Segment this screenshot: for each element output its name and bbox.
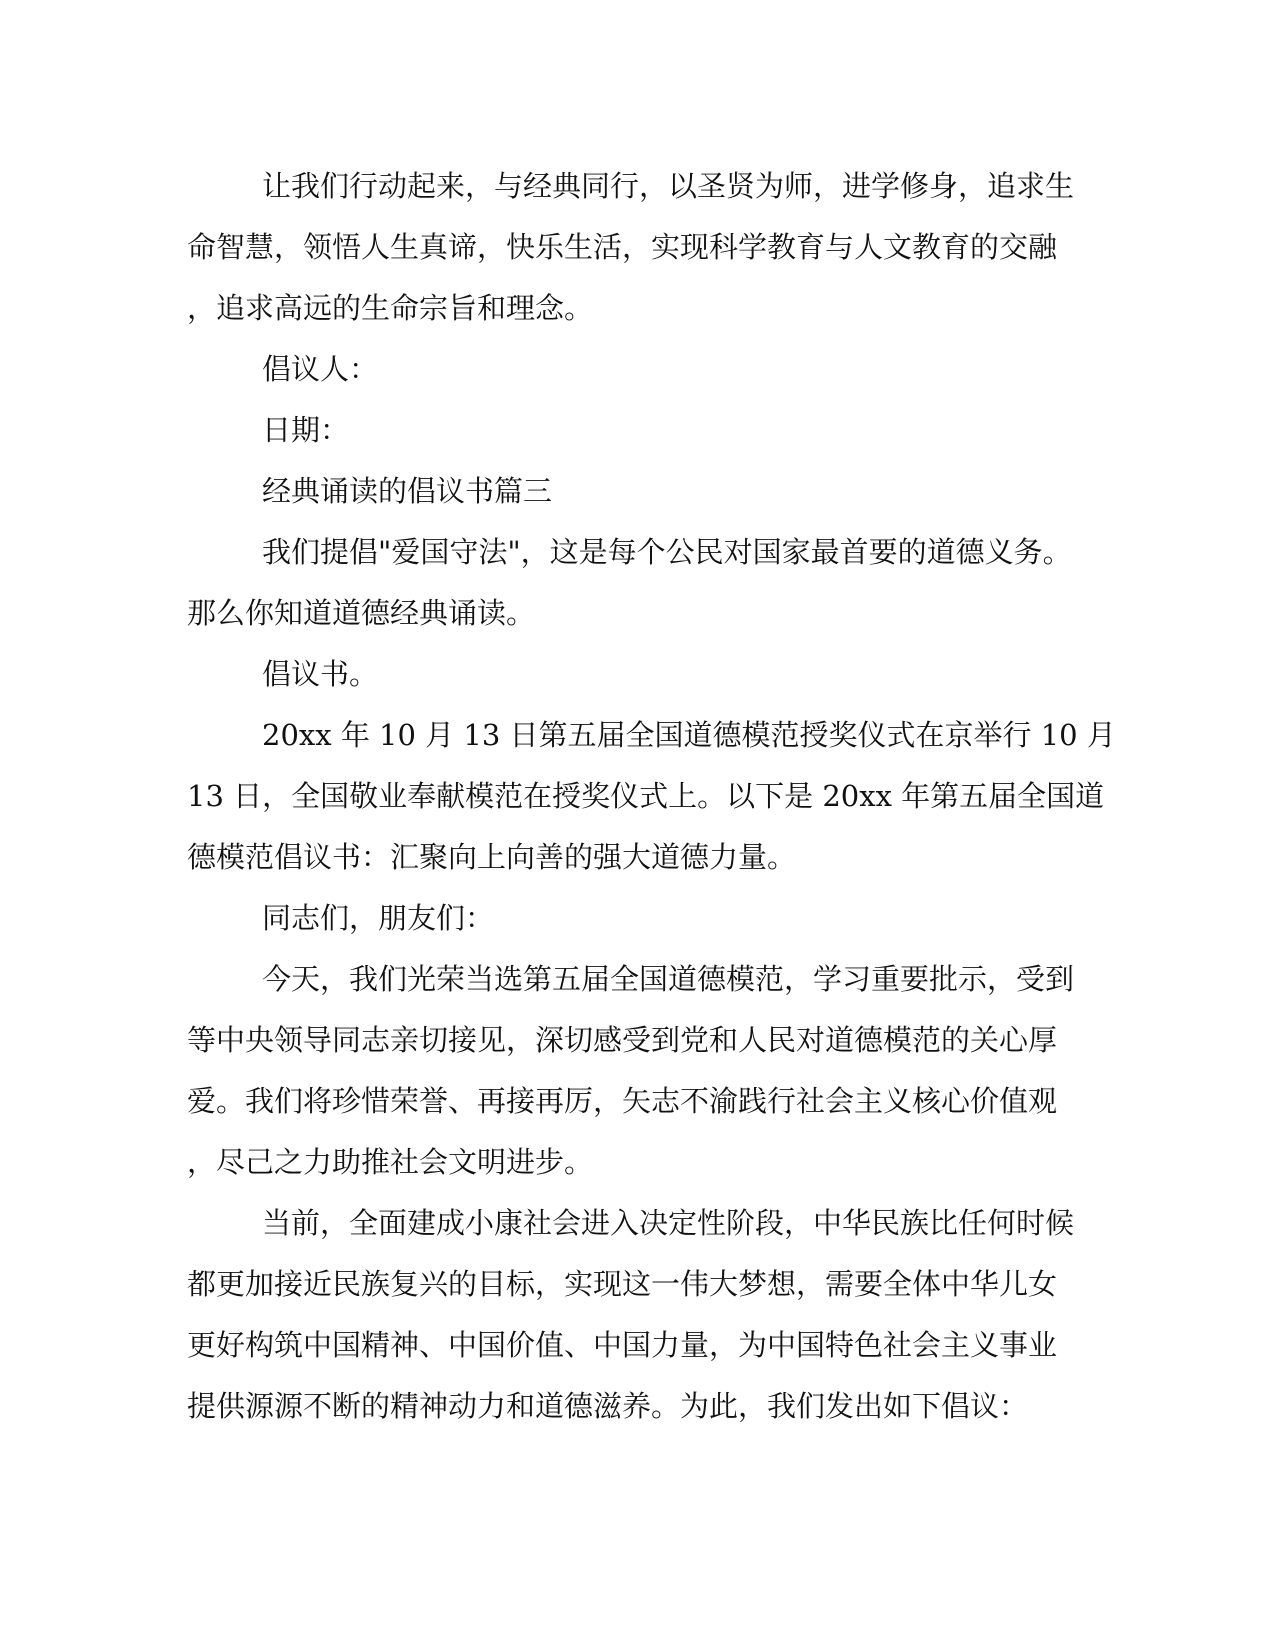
text-line: 提供源源不断的精神动力和道德滋养。为此，我们发出如下倡议： [187, 1389, 1029, 1423]
initiator-label: 倡议人： [262, 352, 379, 386]
text-line: 让我们行动起来，与经典同行，以圣贤为师，进学修身，追求生 [262, 169, 1075, 203]
document-body [187, 156, 1116, 1437]
text-line: ，尽己之力助推社会文明进步。 [187, 1145, 594, 1179]
text-line: 等中央领导同志亲切接见，深切感受到党和人民对道德模范的关心厚 [187, 1023, 1058, 1057]
text-line: 今天，我们光荣当选第五届全国道德模范，学习重要批示，受到 [262, 962, 1075, 996]
text-line: 那么你知道道德经典诵读。 [187, 596, 536, 630]
date-label: 日期： [262, 413, 350, 447]
text-line: 爱。我们将珍惜荣誉、再接再厉，矢志不渝践行社会主义核心价值观 [187, 1084, 1058, 1118]
text-line: ，追求高远的生命宗旨和理念。 [187, 291, 594, 325]
text-line: 我们提倡"爱国守法"，这是每个公民对国家最首要的道德义务。 [262, 535, 1072, 569]
section-heading: 经典诵读的倡议书篇三 [262, 474, 553, 508]
text-line: 13 日，全国敬业奉献模范在授奖仪式上。以下是 20xx 年第五届全国道 [187, 779, 1105, 813]
text-line: 更好构筑中国精神、中国价值、中国力量，为中国特色社会主义事业 [187, 1328, 1058, 1362]
text-line: 德模范倡议书：汇聚向上向善的强大道德力量。 [187, 840, 797, 874]
salutation: 同志们，朋友们： [262, 901, 495, 935]
text-line: 当前，全面建成小康社会进入决定性阶段，中华民族比任何时候 [262, 1206, 1075, 1240]
text-line: 命智慧，领悟人生真谛，快乐生活，实现科学教育与人文教育的交融 [187, 230, 1058, 264]
text-line: 20xx 年 10 月 13 日第五届全国道德模范授奖仪式在京举行 10 月 [262, 718, 1116, 752]
text-line: 都更加接近民族复兴的目标，实现这一伟大梦想，需要全体中华儿女 [187, 1267, 1058, 1301]
text-line: 倡议书。 [262, 657, 379, 691]
